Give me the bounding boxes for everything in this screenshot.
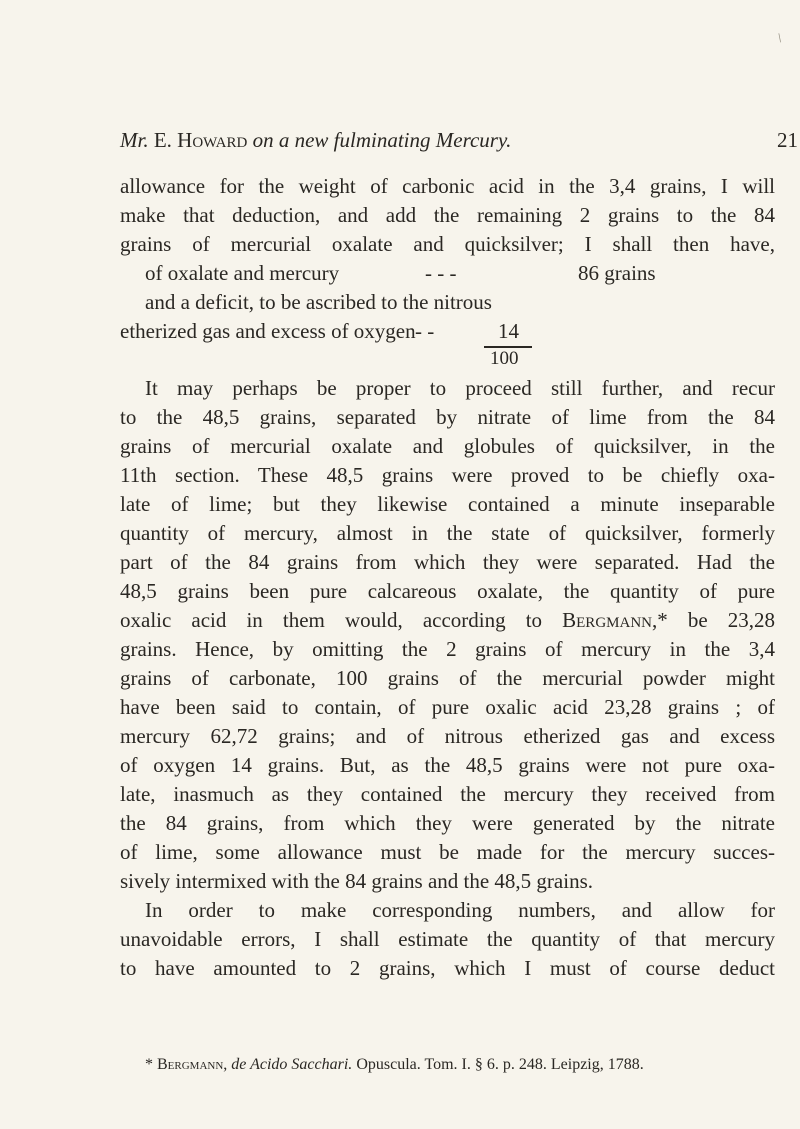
text-line: mercury 62,72 grains; and of nitrous etherized gas and excess (120, 724, 775, 748)
bergmann-name: Bergmann, (562, 608, 658, 632)
text-line: to the 48,5 grains, separated by nitrate of lime from the 84 (120, 405, 775, 429)
text-line: have been said to contain, of pure oxalic acid 23,28 grains ; of (120, 695, 775, 719)
tally-row-3-value: 14 (498, 319, 519, 343)
text-line: allowance for the weight of carbonic acid in the 3,4 grains, I will (120, 174, 775, 198)
text-line: to have amounted to 2 grains, which I must of course deduct (120, 956, 775, 980)
text-line: grains of mercurial oxalate and quicksilver; I shall then have, (120, 232, 775, 256)
text-line: sively intermixed with the 84 grains and the 48,5 grains. (120, 869, 593, 893)
text-line: grains. Hence, by omitting the 2 grains of mercury in the 3,4 (120, 637, 775, 661)
text-line: quantity of mercury, almost in the state of quicksilver, formerly (120, 521, 775, 545)
bergmann-line (120, 606, 775, 634)
text-line: unavoidable errors, I shall estimate the quantity of that mercury (120, 927, 775, 951)
running-header (120, 128, 798, 162)
tally-row-3-label: etherized gas and excess of oxygen (120, 319, 416, 343)
tally-row-3-dashes: - - (415, 319, 435, 343)
header-surname: Howard (177, 128, 248, 152)
header-subject: on a new fulminating Mercury. (252, 128, 512, 152)
header-title (120, 128, 511, 153)
tally-row-1-dashes: - - - (425, 261, 457, 285)
text-line: late, inasmuch as they contained the mercury they received from (120, 782, 775, 806)
text-line: the 84 grains, from which they were generated by the nitrate (120, 811, 775, 835)
tally-total: 100 (490, 348, 519, 369)
text-line: make that deduction, and add the remaining 2 grains to the 84 (120, 203, 775, 227)
tally-row-2 (145, 288, 800, 316)
header-mr: Mr. (120, 128, 149, 152)
text-line: In order to make corresponding numbers, and allow for (145, 898, 775, 922)
footnote-citation: Opuscula. Tom. I. § 6. p. 248. Leipzig, 1788. (356, 1056, 644, 1073)
text-line: 48,5 grains been pure calcareous oxalate, the quantity of pure (120, 579, 775, 603)
text-line: of oxygen 14 grains. But, as the 48,5 grains were not pure oxa- (120, 753, 775, 777)
footnote-marker: * (145, 1056, 153, 1073)
footnote (145, 1056, 644, 1074)
page-number: 21 (777, 128, 798, 152)
tally-row-1 (145, 259, 800, 287)
header-initial: E. (153, 128, 172, 152)
text-line: of lime, some allowance must be made for the mercury succes- (120, 840, 775, 864)
footnote-title: de Acido Sacchari. (231, 1056, 353, 1073)
text-line: 11th section. These 48,5 grains were proved to be chiefly oxa- (120, 463, 775, 487)
footnote-author: Bergmann, (157, 1056, 228, 1073)
tally-row-2-label: and a deficit, to be ascribed to the nitrous (145, 290, 492, 314)
text-line: It may perhaps be proper to proceed still further, and recur (145, 376, 775, 400)
text-line: late of lime; but they likewise contained a minute inseparable (120, 492, 775, 516)
corner-mark: / (774, 30, 785, 45)
tally-row-1-label: of oxalate and mercury (145, 261, 340, 285)
bergmann-line-after: * be 23,28 (657, 608, 775, 632)
text-line: grains of mercurial oxalate and globules of quicksilver, in the (120, 434, 775, 458)
tally-row-1-value: 86 grains (578, 261, 656, 285)
tally-row-3 (120, 317, 775, 345)
text-line: part of the 84 grains from which they were separated. Had the (120, 550, 775, 574)
text-line: grains of carbonate, 100 grains of the mercurial powder might (120, 666, 775, 690)
bergmann-line-before: oxalic acid in them would, according to (120, 608, 543, 632)
